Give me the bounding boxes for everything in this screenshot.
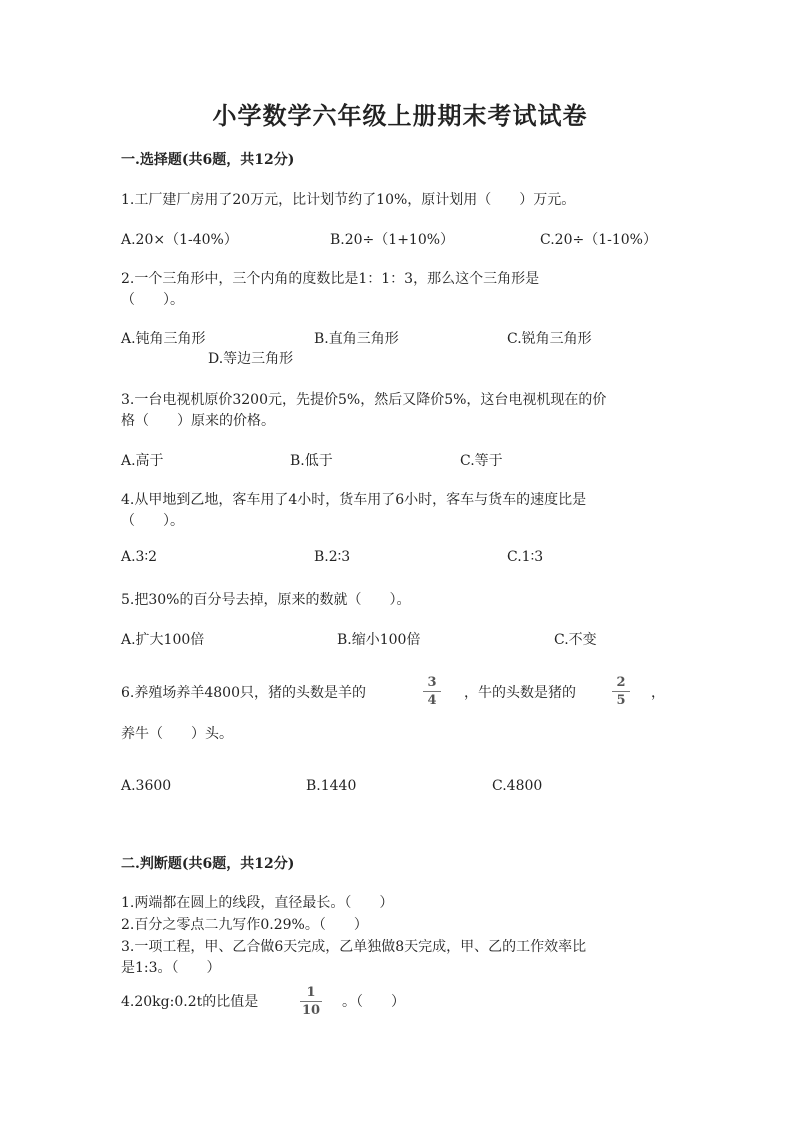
question-5-option-b: B.缩小100倍 xyxy=(337,632,421,648)
question-2-option-d: D.等边三角形 xyxy=(208,351,294,367)
question-5-text: 5.把30%的百分号去掉，原来的数就（ ）。 xyxy=(121,592,411,608)
question-5-option-a: A.扩大100倍 xyxy=(121,632,205,648)
fraction-denominator: 4 xyxy=(427,693,437,708)
section-heading-choice: 一.选择题(共6题，共12分) xyxy=(121,152,295,168)
question-2-option-b: B.直角三角形 xyxy=(314,331,399,347)
question-1-option-c: C.20÷（1-10%） xyxy=(540,232,657,248)
fraction-bar xyxy=(423,691,441,692)
question-3-option-c: C.等于 xyxy=(460,453,503,469)
judgement-4-fraction xyxy=(298,985,324,1018)
section-heading-judgement: 二.判断题(共6题，共12分) xyxy=(121,856,295,872)
question-3-option-a: A.高于 xyxy=(121,453,164,469)
judgement-4-part1: 4.20kg:0.2t的比值是 xyxy=(121,994,259,1010)
question-6-part2: ，牛的头数是猪的 xyxy=(464,685,576,701)
question-4-line1: 4.从甲地到乙地，客车用了4小时，货车用了6小时，客车与货车的速度比是 xyxy=(121,492,587,508)
fraction-numerator: 3 xyxy=(427,675,437,690)
fraction-denominator: 5 xyxy=(616,693,626,708)
question-1-option-a: A.20×（1-40%） xyxy=(121,232,238,248)
judgement-4-part2: 。（ ） xyxy=(342,994,405,1010)
question-6-option-b: B.1440 xyxy=(306,778,357,794)
question-4-line2: （ ）。 xyxy=(121,513,184,529)
judgement-3-line2: 是1:3。（ ） xyxy=(121,960,221,976)
fraction-bar xyxy=(300,1001,322,1002)
fraction-numerator: 2 xyxy=(616,675,626,690)
question-6-option-a: A.3600 xyxy=(121,778,172,794)
judgement-3-line1: 3.一项工程，甲、乙合做6天完成，乙单独做8天完成，甲、乙的工作效率比 xyxy=(121,939,587,955)
judgement-1: 1.两端都在圆上的线段，直径最长。（ ） xyxy=(121,895,394,911)
question-1-text: 1.工厂建厂房用了20万元，比计划节约了10%，原计划用（ ）万元。 xyxy=(121,192,576,208)
judgement-2: 2.百分之零点二九写作0.29%。（ ） xyxy=(121,917,368,933)
question-4-option-c: C.1∶3 xyxy=(507,549,544,565)
fraction-numerator: 1 xyxy=(306,985,316,1000)
question-2-option-c: C.锐角三角形 xyxy=(507,331,592,347)
fraction-denominator: 10 xyxy=(301,1003,321,1018)
question-3-option-b: B.低于 xyxy=(290,453,333,469)
fraction-bar xyxy=(612,691,630,692)
page-title: 小学数学六年级上册期末考试试卷 xyxy=(212,101,588,130)
question-1-option-b: B.20÷（1+10%） xyxy=(330,232,455,248)
question-6-part3: ， xyxy=(651,685,665,701)
question-3-line1: 3.一台电视机原价3200元，先提价5%，然后又降价5%，这台电视机现在的价 xyxy=(121,392,607,408)
question-4-option-b: B.2∶3 xyxy=(314,549,351,565)
question-6-fraction-1 xyxy=(421,675,443,708)
question-5-option-c: C.不变 xyxy=(554,632,597,648)
question-6-line2: 养牛（ ）头。 xyxy=(121,726,233,742)
question-6-fraction-2 xyxy=(610,675,632,708)
question-6-part1: 6.养殖场养羊4800只，猪的头数是羊的 xyxy=(121,685,366,701)
question-4-option-a: A.3∶2 xyxy=(121,549,158,565)
question-2-line2: （ ）。 xyxy=(121,292,184,308)
question-3-line2: 格（ ）原来的价格。 xyxy=(121,413,275,429)
question-6-option-c: C.4800 xyxy=(492,778,543,794)
question-2-option-a: A.钝角三角形 xyxy=(121,331,206,347)
question-2-line1: 2.一个三角形中，三个内角的度数比是1：1：3，那么这个三角形是 xyxy=(121,271,540,287)
